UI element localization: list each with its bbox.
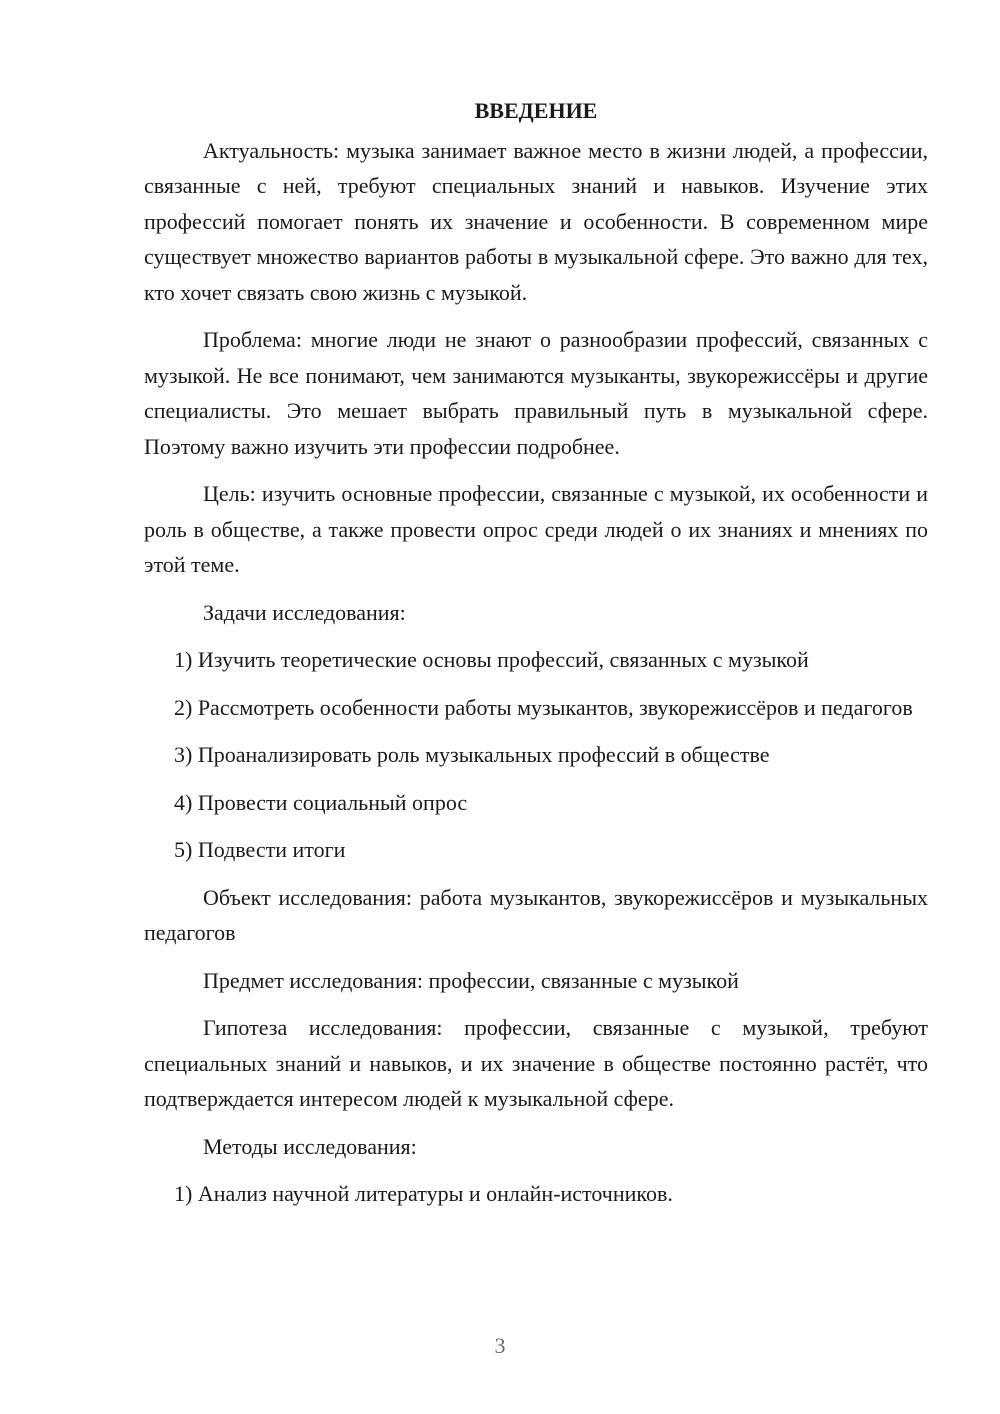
problem-paragraph: Проблема: многие люди не знают о разнообразии профессий, связанных с музыкой. Не все понимают, чем занимаются музыканты, звукорежиссёры и другие специалисты. Это мешает выбрать правильный путь в музыкальной сфере. Поэтому важно изучить эти профессии подробнее.	[144, 327, 928, 459]
task-item-4: 4) Провести социальный опрос	[174, 789, 468, 815]
task-item-3: 3) Проанализировать роль музыкальных профессий в обществе	[174, 742, 770, 767]
goal-paragraph: Цель: изучить основные профессии, связанные с музыкой, их особенности и роль в обществе, а также провести опрос среди людей о их знаниях и мнениях по этой теме.	[144, 481, 928, 577]
hypothesis-paragraph: Гипотеза исследования: профессии, связанные с музыкой, требуют специальных знаний и навыков, и их значение в обществе постоянно растёт, что подтверждается интересом людей к музыкальной сфере.	[144, 1015, 928, 1111]
methods-title: Методы исследования:	[203, 1133, 417, 1159]
section-heading: ВВЕДЕНИЕ	[474, 98, 598, 123]
page-content	[144, 93, 928, 1212]
subject-paragraph: Предмет исследования: профессии, связанные с музыкой	[203, 967, 739, 993]
task-item-2: 2) Рассмотреть особенности работы музыкантов, звукорежиссёров и педагогов	[174, 694, 913, 720]
method-item-1: 1) Анализ научной литературы и онлайн-источников.	[174, 1181, 673, 1206]
relevance-paragraph: Актуальность: музыка занимает важное место в жизни людей, а профессии, связанные с ней, требуют специальных знаний и навыков. Изучение этих профессий помогает понять их значение и особенности. В современном мире существует множество вариантов работы в музыкальной сфере. Это важно для тех, кто хочет связать свою жизнь с музыкой.	[144, 137, 928, 305]
task-item-5: 5) Подвести итоги	[174, 837, 346, 862]
object-paragraph: Объект исследования: работа музыкантов, звукорежиссёров и музыкальных педагогов	[144, 884, 928, 945]
tasks-title: Задачи исследования:	[203, 599, 406, 625]
task-item-1: 1) Изучить теоретические основы профессий, связанных с музыкой	[174, 647, 809, 672]
page-number: 3	[494, 1333, 506, 1358]
